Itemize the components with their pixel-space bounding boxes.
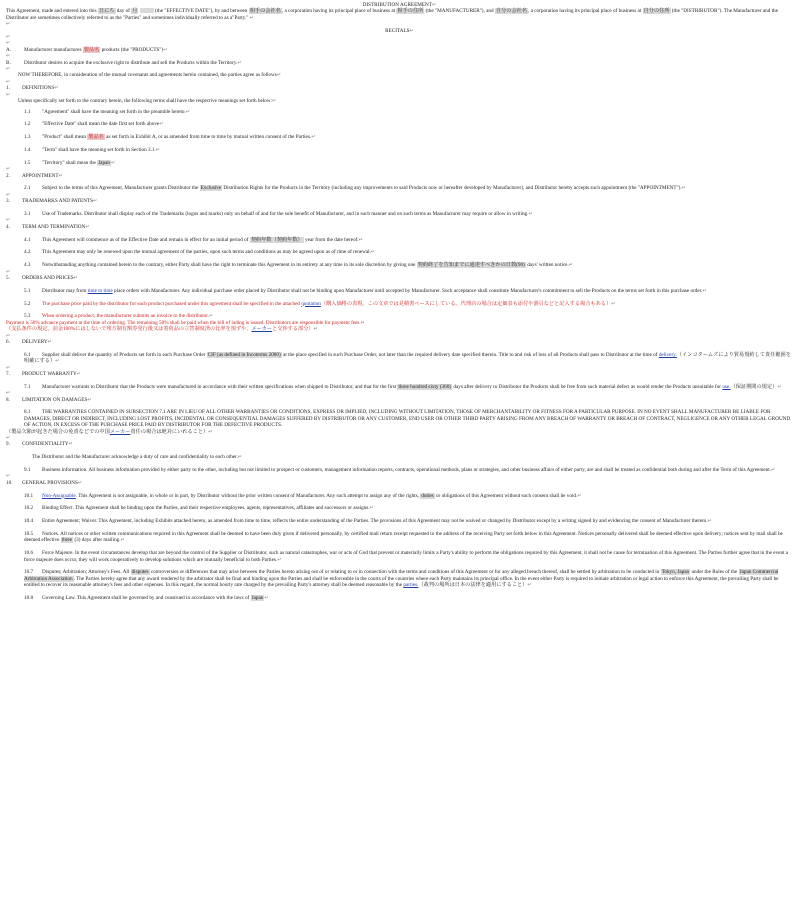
section-4-heading: 4. TERM AND TERMINATION↵ bbox=[6, 223, 90, 230]
definition-1-3: 1.3 "Product" shall mean 製品名 as set forth in Exhibit A, or as amended from time to time by mutual written consent of the Parties.↵ bbox=[24, 134, 316, 141]
recital-a: A. Manufacturer manufactures 製品名 products (the "PRODUCTS")↵ bbox=[6, 46, 168, 53]
clause-8-1: 8.1 THE WARRANTIES CONTAINED IN SUBSECTION 7.1 ARE IN LIEU OF ALL OTHER WARRANTIES OR CONDITIONS, EXPRESS OR IMPLIED, INCLUDING WITHOUT LIMITATION, THOSE OF MERCHANTABILITY OR FITNESS FOR A PARTICULAR PURPOSE. IN NO EVENT SHALL MANUFACTURER BE LIABLE FOR DAMAGES, DIRECT OR INDIRECT, INCLUDING LOST PROFITS, INCIDENTAL OR CONSEQUENTIAL DAMAGES SUFFERED BY DISTRIBUTOR OR ANY CUSTOMER, END USER OR OTHER THIRD PARTY ARISING FROM ANY BREACH OF WARRANTY OR BREACH OF CONTRACT, NEGLIGENCE OR ANY OTHER LEGAL GROUND OF ACTION, IN EXCESS OF THE PURCHASE PRICE PAID BY DISTRIBUTOR FOR THE DEFECTIVE PRODUCTS. bbox=[24, 409, 791, 429]
clause-4-3: 4.3 Notwithstanding anything contained herein to the contrary, either Party shall have the right to terminate this Agreement in its entirety at any time in its sole discretion by giving one 契約終了を告知までに通達すべきかの日数(90) days' written notice.↵ bbox=[24, 262, 574, 269]
year-field[interactable] bbox=[140, 8, 154, 13]
clause-10-2: 10.2 Binding Effect. This Agreement shall be binding upon the Parties, and their respective employees, agents, representatives, affiliates and successors or assigns.↵ bbox=[24, 505, 374, 512]
clause-4-2: 4.2 This Agreement may only be renewed upon the mutual agreement of the parties, upon such terms and conditions as may be agreed upon as of time of renewal.↵ bbox=[24, 249, 376, 256]
clause-10-7: 10.7 Disputes; Arbitration; Attorney's Fees. All disputes controversies or differences that may arise between the Parties hereto arising out of or relating to or in connection with the terms and conditions of this Agreement or for any alleged breach thereof, shall be settled by arbitration to be conducted in Tokyo, Japan under the Rules of the Japan Commercial Arbitration Association. The Parties hereby agree that any award rendered by the arbitrator shall be final and binding upon the Parties and shall be enforceable in the courts of the countries where each Party maintains its principal office. In the event either Party is required to initiate arbitration or legal action to enforce this Agreement, the prevailing Party shall be entitled to recover its reasonable attorney's fees and other expenses. In this regard, the normal hourly rate charged by the prevailing Party's attorney shall be deemed reasonable by the parties.（裁判の場所は日本の法律を適用にすること）↵ bbox=[24, 569, 779, 589]
recitals-heading: RECITALS↵ bbox=[385, 27, 414, 34]
payment-terms: Payment is 50% advance payment at the time of ordering. The remaining 50% shall be paid when the bill of lading is issued. Distributors are responsible for payment fees.↵ bbox=[6, 319, 366, 326]
section-10-heading: 10. GENERAL PROVISIONS↵ bbox=[6, 479, 83, 486]
section-1-heading: 1. DEFINITIONS↵ bbox=[6, 85, 59, 92]
clause-4-1: 4.1 This Agreement will commence as of the Effective Date and remain in effect for an initial period of 契約年数（契約年数） year from the date hereof.↵ bbox=[24, 236, 364, 243]
section-8-heading: 8. LIMITATION ON DAMAGES↵ bbox=[6, 396, 92, 403]
section-5-heading: 5. ORDERS AND PRICES↵ bbox=[6, 274, 78, 281]
notice-days-mail-field[interactable]: three bbox=[61, 537, 73, 544]
clause-10-5: 10.5 Notices. All notices or other written communications required in this Agreement shall be deemed to have been duly given if delivered personally, by certified mail return receipt requested to the address of the receiving Party set forth below in this Agreement. Notices personally delivered shall be deemed effective upon delivery; notices sent by mail shall be deemed effective three (3) days after mailing.↵ bbox=[24, 530, 783, 544]
section-2-heading: 2. APPOINTMENT↵ bbox=[6, 172, 63, 179]
section-7-heading: 7. PRODUCT WARRANTY↵ bbox=[6, 370, 82, 377]
definitions-lead: Unless specifically set forth to the contrary herein, the following terms shall have the respective meanings set forth below:↵ bbox=[18, 98, 277, 105]
definition-1-2: 1.2 "Effective Date" shall mean the date first set forth above↵ bbox=[24, 121, 164, 128]
document-page: DISTRIBUTION AGREEMENT↵ This Agreement, made and entered into this 日にち day of 月 (the "EFFECTIVE DATE"), by and between 相手の会社名, a corporation having its principal place of business at 相手の住所 (the "MANUFACTURER"), and 自分の会社名, a corporation having its principal place of business at 自分の住所 (the "DISTRIBUTOR"). The Manufacturer and the Distributor are sometimes collectively referred to as the "Parties" and sometimes individually referred to as a"Party." ↵ ↵ RECITALS↵ ↵ ↵ A. Manufacturer manufactures 製品名 products (the "PRODUCTS")↵ ↵ B. Distributor desires to acquire the exclusive right to distribute and sell the Products within the Territory.↵ ↵ NOW THEREFORE, in consideration of the mutual covenants and agreements herein contained, the parties agree as follows↵ ↵ 1. DEFINITIONS↵ ↵ Unless specifically set forth to the contrary herein, the following terms shall have the respective meanings set forth below:↵ 1.1 "Agreement" shall have the meaning set forth in the preamble hereto.↵ 1.2 "Effective Date" shall mean the date first set forth above↵ 1.3 "Product" shall mean 製品名 as set forth in Exhibit A, or as amended from time to time by mutual written consent of the Parties.↵ 1.4 "Term" shall have the meaning set forth in Section 3.1.↵ 1.5 "Territory" shall mean the Japan↵ ↵ 2. APPOINTMENT↵ 2.1 Subject to the terms of this Agreement, Manufacturer grants Distributor the Exclusive Distribution Rights for the Products in the Territory (including any improvements to said Products now or hereafter developed by Manufacturer), and Distributor hereby accepts such appointment (the "APPOINTMENT").↵ ↵ 3. TRADEMARKS AND PATENTS↵ 3.1 Use of Trademarks. Distributor shall display each of the Trademarks (logos and marks) only on behalf of and for the sole benefit of Manufacturer, and in such manner and on such terms as Manufacturer may require or allow in writing.↵ ↵ 4. TERM AND TERMINATION↵ 4.1 This Agreement will commence as of the Effective Date and remain in effect for an initial period of 契約年数（契約年数） year from the date hereof.↵ 4.2 This Agreement may only be renewed upon the mutual agreement of the parties, upon such terms and conditions as may be agreed upon as of time of renewal.↵ 4.3 Notwithstanding anything contained herein to the contrary, either Party shall have the right to terminate this Agreement in its entirety at any time in its sole discretion by giving one 契約終了を告知までに通達すべきかの日数(90) days' written notice.↵ ↵ 5. ORDERS AND PRICES↵ 5.1 Distributor may from time to time place orders with Manufacturer. Any individual purchase order placed by Distributor shall not be binding upon Manufacturer until accepted by Manufacturer. Such acceptance shall constitute Manufacturer's commitment to sell the Products on the terms set forth in this purchase order.↵ 5.2 The purchase price paid by the distributor for each product purchased under this agreement shall be specified in the attached quotation（購入価格の表現、この文章では見積書ベースにしている。代理店の場合は定価表も添付や割引などと記入する場合もある）↵ 5.3 When ordering a product, the manufacturer submits an invoice to the distributor.↵ Payment is 50% advance payment at the time of ordering. The remaining 50% shall be paid when the bill of lading is issued. Distributors are responsible for payment fees.↵ （支払条件の規定。前金100%にはしないで残方制有額券発行後又は着荷品の立替制度済の比率を規ずや、メーカーと交渉する部分）↵ ↵ 6. DELIVERY↵ 6.1 Supplier shall deliver the quantity of Products set forth in each Purchase Order CIF (as defined in Incoterms 2000) at the place specified in such Purchase Order, not later than the required delivery date specified therein. Title to and risk of loss of all Products shall pass to Distributor at the time of delivery.（インコタームズにより貿易規約して責任範囲を明確にする）↵ ↵ 7. PRODUCT WARRANTY↵ 7.1 Manufacturer warrants to Distributor that the Products were manufactured in accordance with their written specifications when shipped to Distributor, and that for the first three hundred sixty (360) days after delivery to Distributor the Products shall be free from such material defect as would render the Products unsuitable for use.（保証期間の規定）↵ ↵ 8. LIMITATION ON DAMAGES↵ 8.1 THE WARRANTIES CONTAINED IN SUBSECTION 7.1 ARE IN LIEU OF ALL OTHER WARRANTIES OR CONDITIONS, EXPRESS OR IMPLIED, INCLUDING WITHOUT LIMITATION, THOSE OF MERCHANTABILITY OR FITNESS FOR A PARTICULAR PURPOSE. IN NO EVENT SHALL MANUFACTURER BE LIABLE FOR DAMAGES, DIRECT OR INDIRECT, INCLUDING LOST PROFITS, INCIDENTAL OR CONSEQUENTIAL DAMAGES SUFFERED BY DISTRIBUTOR OR ANY CUSTOMER, END USER OR OTHER THIRD PARTY ARISING FROM ANY BREACH OF WARRANTY OR BREACH OF CONTRACT, NEGLIGENCE OR ANY OTHER LEGAL GROUND OF ACTION, IN EXCESS OF THE PURCHASE PRICE PAID BY DISTRIBUTOR FOR THE DEFECTIVE PRODUCTS. （製品欠陥が起きた場合の免責などでの中国メーカー責任の場合は絶対にいれること）↵ ↵ 9. CONFIDENTIALITY↵ The Distributor and the Manufacturer acknowledge a duty of care and confidentiality to each other.↵ 9.1 Business information. All business information provided by either party to the other, including but not limited to prospect or customers, management information reports, contracts, operational methods, plans or strategies, and other business affairs of either party, are and shall be treated as confidential both during and after the Term of this Agreement.↵ ↵ 10. GENERAL PROVISIONS↵ 10.1 Non-Assignable. This Agreement is not assignable, in whole or in part, by Distributor without the prior written consent of Manufacturer. Any such attempt to assign any of the rights, duties or obligations of this Agreement without such consent shall be void.↵ 10.2 Binding Effect. This Agreement shall be binding upon the Parties, and their respective employees, agents, representatives, affiliates and successors or assigns.↵ 10.4 Entire Agreement; Waiver. This Agreement, including Exhibits attached hereto, as amended from time to time, reflects the entire understanding of the Parties. The provisions of this Agreement may not be waived or changed by Distributor except by a writing signed by and evidencing the consent of Manufacturer thereto.↵ 10.5 Notices. All notices or other written communications required in this Agreement shall be deemed to have been duly given if delivered personally, by certified mail return receipt requested to the address of the receiving Party set forth below in this Agreement. Notices personally delivered shall be deemed effective upon delivery; notices sent by mail shall be deemed effective three (3) days after mailing.↵ 10.6 Force Majeure. In the event circumstances develop that are beyond the control of the Supplier or Distributor, such as natural catastrophes, war or acts of God that prevent or materially limits a Party's ability to perform the obligations required by this Agreement, it shall not be cause for termination of this Agreement. The Parties further agree that in the event a force majeure does occur, they will work cooperatively to develop solutions which are mutually beneficial to both Parties.↵ 10.7 Disputes; Arbitration; Attorney's Fees. All disputes controversies or differences that may arise between the Parties hereto arising out of or relating to or in connection with the terms and conditions of this Agreement or for any alleged breach thereof, shall be settled by arbitration to be conducted in Tokyo, Japan under the Rules of the Japan Commercial Arbitration Association. The Parties hereby agree that any award rendered by the arbitrator shall be final and binding upon the Parties and shall be enforceable in the courts of the countries where each Party maintains its principal office. In the event either Party is required to initiate arbitration or legal action to enforce this Agreement, the prevailing Party shall be entitled to recover its reasonable attorney's fees and other expenses. In this regard, the normal hourly rate charged by the prevailing Party's attorney shall be deemed reasonable by the parties.（裁判の場所は日本の法律を適用にすること）↵ 10.8 Governing Law. This Agreement shall be governed by and construed in accordance with the laws of Japan↵ bbox=[0, 0, 799, 911]
governing-law-field[interactable]: Japan bbox=[251, 595, 264, 601]
now-therefore: NOW THEREFORE, in consideration of the mutual covenants and agreements herein contained, the parties agree as follows↵ bbox=[18, 72, 282, 79]
clause-7-1: 7.1 Manufacturer warrants to Distributor that the Products were manufactured in accordance with their written specifications when shipped to Distributor, and that for the first three hundred sixty (360) days after delivery to Distributor the Products shall be free from such material defect as would render the Products unsuitable for use.（保証期間の規定）↵ bbox=[24, 383, 782, 390]
definition-1-4: 1.4 "Term" shall have the meaning set forth in Section 3.1.↵ bbox=[24, 146, 161, 153]
document-title: DISTRIBUTION AGREEMENT↵ bbox=[362, 2, 437, 8]
product-name-field[interactable]: 製品名 bbox=[83, 46, 100, 53]
clause-10-4: 10.4 Entire Agreement; Waiver. This Agreement, including Exhibits attached hereto, as amended from time to time, reflects the entire understanding of the Parties. The provisions of this Agreement may not be waived or changed by Distributor except by a writing signed by and evidencing the consent of Manufacturer thereto.↵ bbox=[24, 518, 712, 525]
manufacturer-address-field[interactable]: 相手の住所 bbox=[397, 8, 424, 15]
clause-8-1-note: （製品欠陥が起きた場合の免責などでの中国メーカー責任の場合は絶対にいれること）↵ bbox=[6, 428, 213, 435]
clause-5-2: 5.2 The purchase price paid by the distributor for each product purchased under this agreement shall be specified in the attached quotation（購入価格の表現、この文章では見積書ベースにしている。代理店の場合は定価表も添付や割引などと記入する場合もある）↵ bbox=[24, 300, 616, 307]
arbitration-place-field[interactable]: Tokyo, Japan bbox=[661, 569, 690, 576]
definition-1-5: 1.5 "Territory" shall mean the Japan↵ bbox=[24, 159, 116, 166]
definition-1-1: 1.1 "Agreement" shall have the meaning set forth in the preamble hereto.↵ bbox=[24, 108, 191, 115]
clause-10-8: 10.8 Governing Law. This Agreement shall be governed by and construed in accordance with the laws of Japan↵ bbox=[24, 595, 269, 601]
non-assignable-link[interactable]: Non-Assignable bbox=[42, 492, 76, 499]
parties-link[interactable]: parties. bbox=[403, 582, 419, 589]
payment-terms-note: （支払条件の規定。前金100%にはしないで残方制有額券発行後又は着荷品の立替制度済の比率を規ずや、メーカーと交渉する部分）↵ bbox=[6, 326, 318, 333]
confidentiality-lead: The Distributor and the Manufacturer acknowledge a duty of care and confidentiality to each other.↵ bbox=[32, 454, 243, 461]
section-3-heading: 3. TRADEMARKS AND PATENTS↵ bbox=[6, 198, 98, 205]
recital-b: B. Distributor desires to acquire the exclusive right to distribute and sell the Products within the Territory.↵ bbox=[6, 59, 242, 66]
arbitration-body-field[interactable]: Japan Commercial Arbitration Association bbox=[24, 569, 779, 582]
clause-2-1: 2.1 Subject to the terms of this Agreement, Manufacturer grants Distributor the Exclusive Distribution Rights for the Products in the Territory (including any improvements to said Products now or hereafter developed by Manufacturer), and Distributor hereby accepts such appointment (the "APPOINTMENT").↵ bbox=[24, 185, 687, 192]
product-name-field[interactable]: 製品名 bbox=[88, 134, 104, 141]
quotation-link[interactable]: quotation bbox=[301, 300, 321, 307]
empty-line: ↵ bbox=[6, 21, 11, 28]
clause-10-1: 10.1 Non-Assignable. This Agreement is not assignable, in whole or in part, by Distributor without the prior written consent of Manufacturer. Any such attempt to assign any of the rights, duties or obligations of this Agreement without such consent shall be void.↵ bbox=[24, 492, 582, 499]
incoterm-field[interactable]: CIF (as defined in Incoterms 2000) bbox=[207, 351, 281, 358]
notice-days-field[interactable]: 契約終了を告知までに通達すべきかの日数(90) bbox=[417, 262, 525, 269]
manufacturer-link-2[interactable]: メーカー bbox=[109, 428, 131, 435]
territory-field[interactable]: Japan bbox=[98, 159, 110, 166]
use-link[interactable]: use. bbox=[722, 383, 731, 390]
clause-10-6: 10.6 Force Majeure. In the event circumstances develop that are beyond the control of the Supplier or Distributor, such as natural catastrophes, war or acts of God that prevent or materially limits a Party's ability to perform the obligations required by this Agreement, it shall not be cause for termination of this Agreement. The Parties further agree that in the event a force majeure does occur, they will work cooperatively to develop solutions which are mutually beneficial to both Parties.↵ bbox=[24, 550, 789, 563]
exclusivity-field[interactable]: Exclusive bbox=[200, 185, 222, 192]
clause-3-1: 3.1 Use of Trademarks. Distributor shall display each of the Trademarks (logos and marks) only on behalf of and for the sole benefit of Manufacturer, and in such manner and on such terms as Manufacturer may require or allow in writing.↵ bbox=[24, 210, 533, 217]
disputes-field[interactable]: disputes bbox=[131, 569, 149, 576]
clause-5-3: 5.3 When ordering a product, the manufacturer submits an invoice to the distributor.↵ bbox=[24, 313, 214, 320]
delivery-link[interactable]: delivery. bbox=[658, 351, 677, 358]
contract-years-field[interactable]: 契約年数（契約年数） bbox=[250, 236, 303, 243]
day-field[interactable]: 日にち bbox=[98, 8, 115, 15]
clause-9-1: 9.1 Business information. All business information provided by either party to the other, including but not limited to prospect or customers, management information reports, contracts, operational methods, plans or strategies, and other business affairs of either party, are and shall be treated as confidential both during and after the Term of this Agreement.↵ bbox=[24, 466, 776, 473]
section-9-heading: 9. CONFIDENTIALITY↵ bbox=[6, 441, 74, 448]
clause-6-1: 6.1 Supplier shall deliver the quantity of Products set forth in each Purchase Order CIF (as defined in Incoterms 2000) at the place specified in such Purchase Order, not later than the required delivery date specified therein. Title to and risk of loss of all Products shall pass to Distributor at the time of delivery.（インコタームズにより貿易規約して責任範囲を明確にする）↵ bbox=[24, 351, 791, 365]
month-field[interactable]: 月 bbox=[132, 8, 138, 15]
manufacturer-name-field[interactable]: 相手の会社名 bbox=[249, 8, 281, 15]
warranty-days-field[interactable]: three hundred sixty (360) bbox=[398, 383, 452, 390]
intro-paragraph: This Agreement, made and entered into this 日にち day of 月 (the "EFFECTIVE DATE"), by and between 相手の会社名, a corporation having its principal place of business at 相手の住所 (the "MANUFACTURER"), and 自分の会社名, a corporation having its principal place of business at 自分の住所 (the "DISTRIBUTOR"). The Manufacturer and the Distributor are sometimes collectively referred to as the "Parties" and sometimes individually referred to as a"Party." ↵ bbox=[6, 8, 778, 21]
manufacturer-link[interactable]: メーカー bbox=[251, 326, 273, 333]
time-to-time-link[interactable]: time to time bbox=[87, 287, 113, 294]
clause-5-1: 5.1 Distributor may from time to time place orders with Manufacturer. Any individual purchase order placed by Distributor shall not be binding upon Manufacturer until accepted by Manufacturer. Such acceptance shall constitute Manufacturer's commitment to sell the Products on the terms set forth in this purchase order.↵ bbox=[24, 287, 707, 294]
section-6-heading: 6. DELIVERY↵ bbox=[6, 338, 53, 345]
distributor-address-field[interactable]: 自分の住所 bbox=[643, 8, 670, 15]
duties-field[interactable]: duties bbox=[421, 492, 434, 499]
distributor-name-field[interactable]: 自分の会社名 bbox=[495, 8, 528, 15]
